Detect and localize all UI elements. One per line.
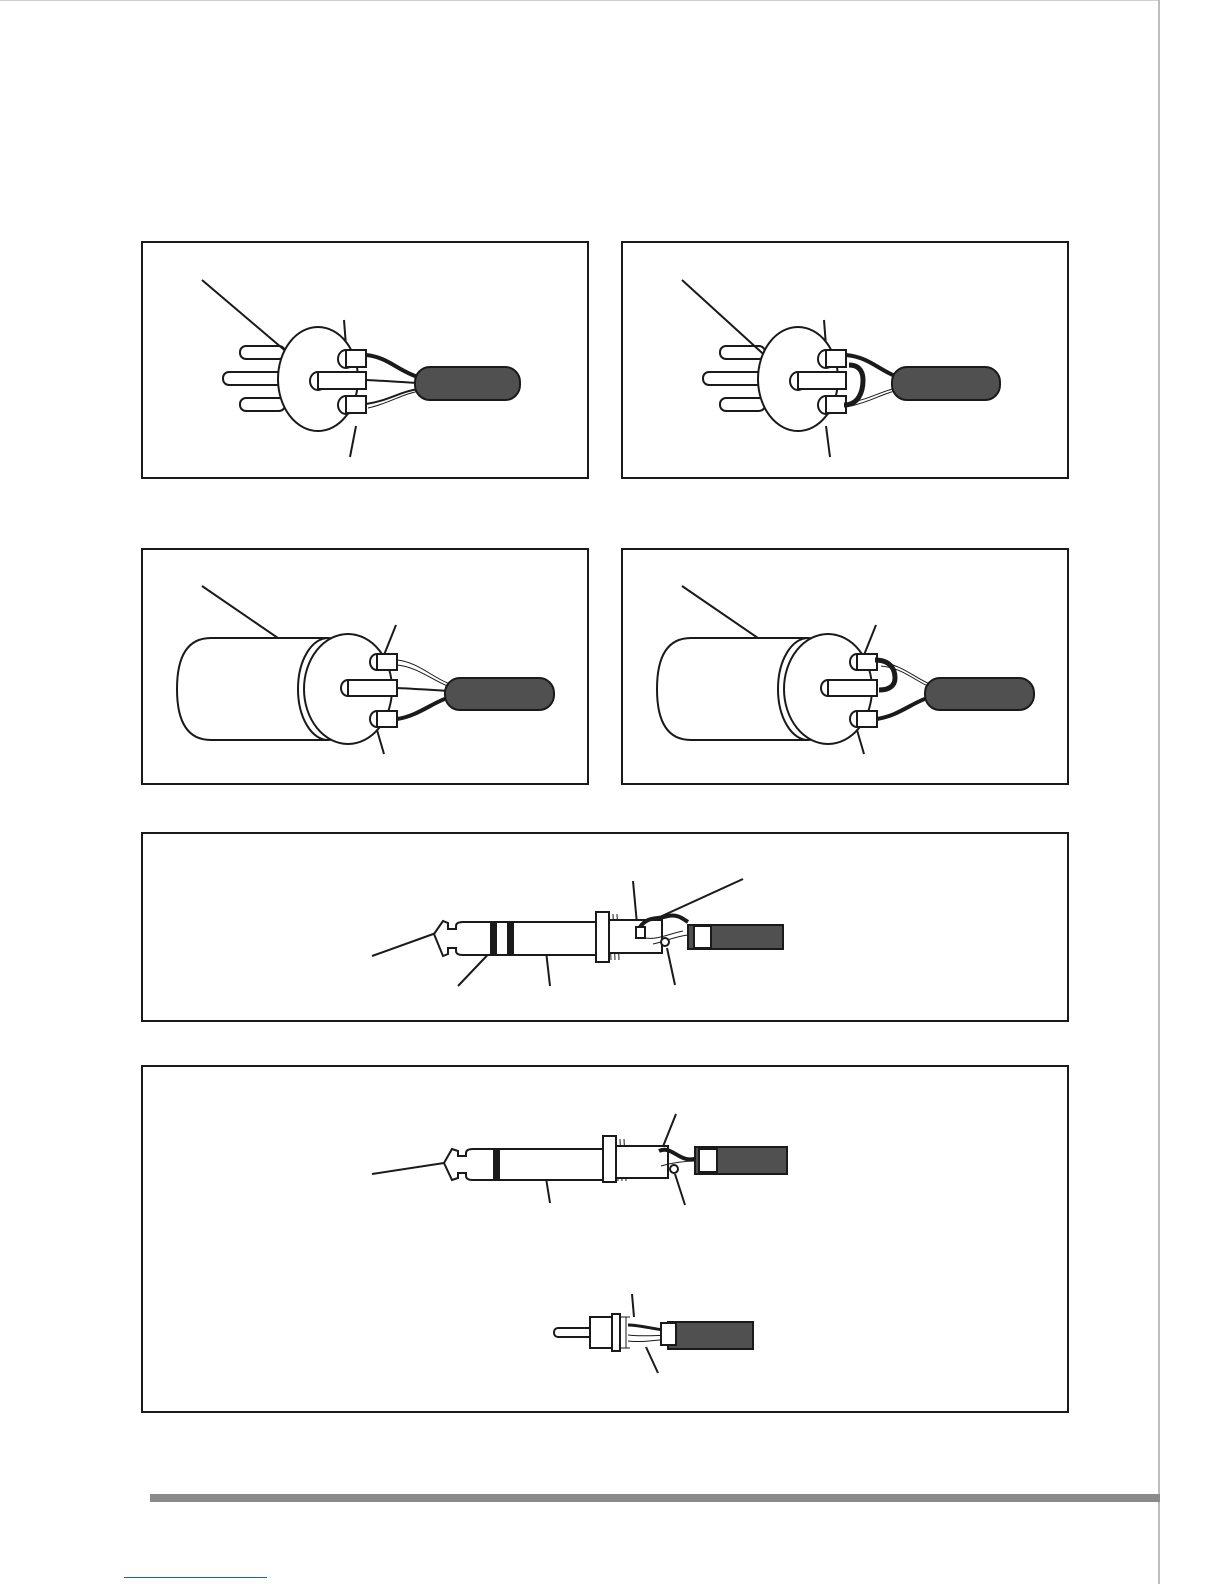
figure-trs-jack bbox=[141, 832, 1069, 1022]
leader-line bbox=[632, 1294, 634, 1317]
xlr-female-unbalanced-drawing bbox=[623, 550, 1067, 783]
solder-cup bbox=[798, 372, 846, 389]
leader-line bbox=[633, 881, 637, 924]
cable-clamp bbox=[694, 926, 711, 948]
solder-cup bbox=[346, 350, 366, 367]
cable bbox=[668, 1322, 753, 1349]
plug-collar bbox=[596, 912, 609, 962]
pin bbox=[703, 372, 765, 385]
footer-link[interactable] bbox=[124, 1548, 268, 1574]
leader-line bbox=[651, 879, 743, 921]
solder-cup bbox=[318, 372, 366, 389]
solder-cup bbox=[346, 396, 366, 413]
plug-collar bbox=[603, 1136, 616, 1182]
insulator-ring bbox=[491, 922, 496, 955]
solder-tab bbox=[636, 927, 645, 938]
wire bbox=[366, 380, 418, 383]
footer-bar bbox=[150, 1494, 1160, 1502]
figure-xlr-male-balanced bbox=[141, 241, 589, 479]
insulator-ring bbox=[508, 922, 513, 955]
page-top-edge bbox=[0, 0, 1159, 1]
cable-clamp bbox=[699, 1149, 717, 1172]
solder-cup bbox=[377, 711, 397, 727]
leader-line bbox=[857, 730, 864, 754]
figure-xlr-female-balanced bbox=[141, 548, 589, 785]
figure-ts-jack-and-rca bbox=[141, 1065, 1069, 1413]
solder-cup bbox=[857, 654, 877, 670]
leader-line bbox=[377, 730, 384, 754]
leader-line bbox=[675, 1174, 685, 1205]
cable bbox=[925, 678, 1034, 710]
sleeve-contact bbox=[661, 938, 669, 946]
wire bbox=[881, 666, 930, 687]
cable bbox=[415, 367, 520, 400]
wire bbox=[877, 697, 930, 719]
leader-line bbox=[546, 951, 550, 986]
leader-line bbox=[667, 948, 675, 985]
leader-line bbox=[372, 933, 436, 956]
leader-line bbox=[372, 1163, 444, 1174]
leader-line bbox=[662, 1114, 676, 1149]
leader-line bbox=[546, 1178, 550, 1203]
pin bbox=[720, 346, 765, 359]
wire bbox=[397, 665, 450, 687]
cable-clamp bbox=[661, 1323, 676, 1345]
solder-cup bbox=[348, 680, 397, 696]
ts-jack-and-rca-drawing bbox=[143, 1067, 1067, 1411]
leader-line bbox=[864, 625, 876, 655]
wire bbox=[397, 688, 450, 691]
leader-line bbox=[826, 426, 830, 457]
wire bbox=[397, 660, 450, 684]
pin bbox=[720, 398, 765, 411]
wire bbox=[366, 355, 418, 377]
figure-xlr-female-unbalanced bbox=[621, 548, 1069, 785]
leader-line bbox=[646, 1347, 658, 1373]
pin bbox=[223, 372, 285, 385]
figure-xlr-male-unbalanced bbox=[621, 241, 1069, 479]
sleeve-contact bbox=[670, 1165, 678, 1173]
cable bbox=[445, 678, 554, 710]
solder-cup bbox=[826, 350, 846, 367]
solder-cup bbox=[377, 654, 397, 670]
xlr-female-balanced-drawing bbox=[143, 550, 587, 783]
insulator-ring bbox=[494, 1149, 499, 1180]
leader-line bbox=[384, 625, 396, 655]
rca-collar bbox=[590, 1317, 612, 1348]
cable bbox=[892, 367, 1000, 400]
wire bbox=[366, 389, 419, 404]
xlr-male-unbalanced-drawing bbox=[623, 243, 1067, 477]
solder-cup bbox=[826, 396, 846, 413]
page-right-edge bbox=[1158, 0, 1160, 1584]
rca-shield-ring bbox=[612, 1314, 620, 1351]
wire bbox=[368, 391, 421, 408]
solder-cup bbox=[857, 711, 877, 727]
leader-line bbox=[350, 426, 356, 457]
pin bbox=[240, 346, 285, 359]
rca-pin bbox=[554, 1328, 594, 1337]
wire bbox=[397, 697, 450, 719]
rca-housing bbox=[620, 1317, 630, 1348]
plug-tip-and-shaft bbox=[434, 921, 596, 956]
footer-link-underline bbox=[124, 1577, 267, 1578]
xlr-male-balanced-drawing bbox=[143, 243, 587, 477]
plug-tip-and-shaft bbox=[444, 1149, 605, 1180]
solder-cup bbox=[828, 680, 877, 696]
pin bbox=[240, 398, 285, 411]
trs-jack-drawing bbox=[143, 834, 1067, 1020]
